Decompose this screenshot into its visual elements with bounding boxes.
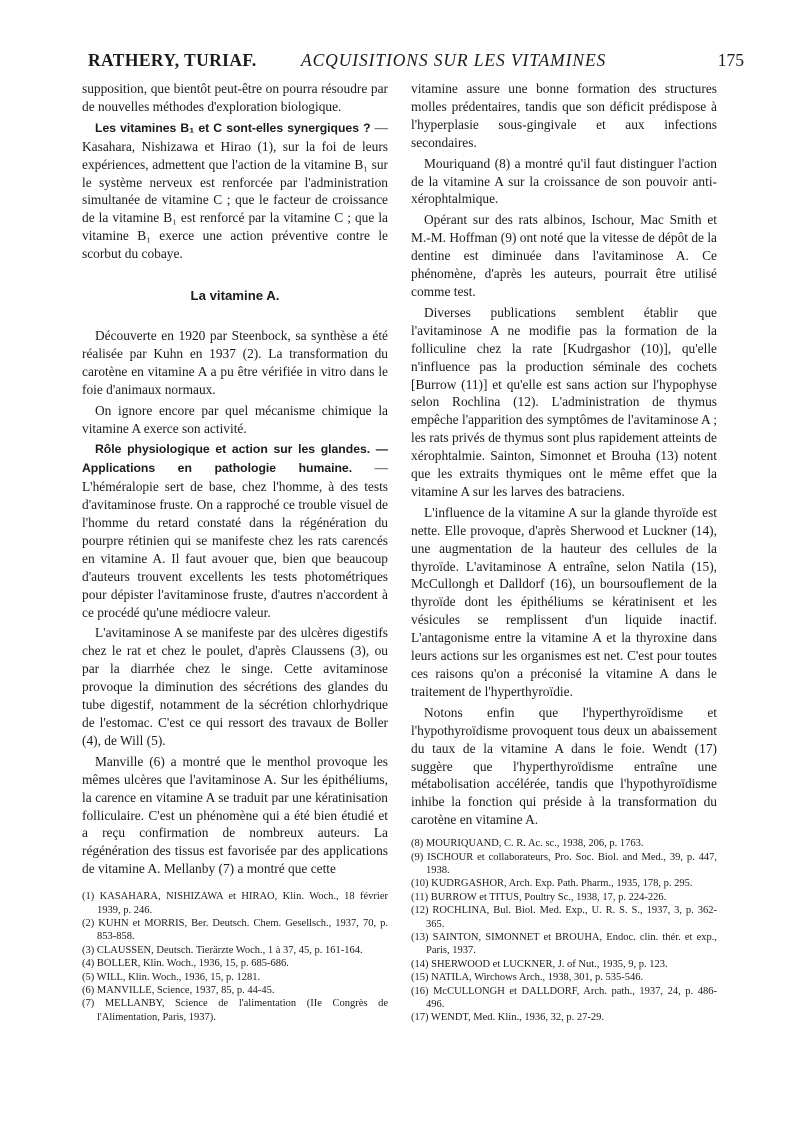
- header-journal-title: ACQUISITIONS SUR LES VITAMINES: [301, 50, 607, 70]
- paragraph: Manville (6) a montré que le menthol provoque les mêmes ulcères que l'avitaminose A. Sur les épithéliums, la carence en vitamine A se traduit par une kératinisation folliculaire. C'est un phénomène qui a été bien étudié et a reçu confirmation de nombreux auteurs. La régénération des tissus est favorisée par des applications de vitamine A. Mellanby (7) a montré que cette: [82, 753, 388, 877]
- paragraph: Opérant sur des rats albinos, Ischour, Mac Smith et M.-M. Hoffman (9) ont noté que la vitesse de dépôt de la dentine est diminuée dans l'avitaminose A. Ce phénomène, d'après les auteurs, pourrait être utilisé comme test.: [411, 212, 717, 299]
- footnote: (16) McCULLONGH et DALLDORF, Arch. path., 1937, 24, p. 486-496.: [411, 985, 717, 1011]
- paragraph: Diverses publications semblent établir que l'avitaminose A ne modifie pas la formation de la folliculine chez la rate [Kudrgashor (10)], qu'elle n'influence pas la production séminale des cochets [Burrow (11)] et qu'elle est sans action sur l'hypophyse selon Rochlina (12). L'administration de thymus empêche l'apparition des symptômes de l'avitaminose A ; les rats privés de thymus sont plus rapidement atteints de xérophtalmie. Sainton, Simonnet et Brouha (13) notent que les extraits thymiques ont le même effet que la vitamine A sur les larves des batraciens.: [411, 304, 717, 499]
- page-number: 175: [717, 50, 744, 70]
- footnote: (14) SHERWOOD et LUCKNER, J. of Nut., 1935, 9, p. 123.: [411, 958, 668, 970]
- section-heading: La vitamine A.: [190, 288, 280, 304]
- footnote: (8) MOURIQUAND, C. R. Ac. sc., 1938, 206, p. 1763.: [411, 838, 644, 850]
- paragraph-role: [82, 440, 388, 621]
- footnote: (3) CLAUSSEN, Deutsch. Tierärzte Woch., 1 à 37, 45, p. 161-164.: [82, 944, 363, 956]
- paragraph: vitamine assure une bonne formation des structures molles prédentaires, tandis que son déficit prédispose à l'hyperplasie sous-gingivale et aux infections secondaires.: [411, 81, 717, 150]
- footnote: (2) KUHN et MORRIS, Ber. Deutsch. Chem. Gesellsch., 1937, 70, p. 853-858.: [82, 917, 388, 943]
- paragraph: Découverte en 1920 par Steenbock, sa synthèse a été réalisée par Kuhn en 1937 (2). La transformation du carotène en vitamine A a pu être vérifiée in vitro dans le foie d'animaux normaux.: [82, 327, 388, 397]
- footnote: (1) KASAHARA, NISHIZAWA et HIRAO, Klin. Woch., 18 février 1939, p. 246.: [82, 891, 388, 916]
- paragraph-lead: Rôle physiologique et action sur les glandes. — Applications en pathologie humaine.: [82, 442, 388, 476]
- paragraph-body: — L'héméralopie sert de base, chez l'homme, à des tests d'avitaminose fruste. On a rapproché ce trouble visuel de l'homme du retard constaté dans la régénération du pourpre rétinien qui se manifeste chez les rats carencés en vitamine A. Il faut avouer que, bien que beaucoup d'auteurs trouvent excellents les tests photométriques pour dépister l'avitaminose fruste, d'autres n'accordent à ce procédé qu'une médiocre valeur.: [82, 460, 388, 620]
- footnote: (12) ROCHLINA, Bul. Biol. Med. Exp., U. R. S. S., 1937, 3, p. 362-365.: [411, 905, 717, 930]
- left-column: [82, 80, 388, 1024]
- footnotes-right: [411, 837, 717, 1025]
- footnote: (9) ISCHOUR et collaborateurs, Pro. Soc. Biol. and Med., 39, p. 447, 1938.: [411, 851, 717, 876]
- paragraph-synergy: [82, 119, 388, 263]
- footnote: (5) WILL, Klin. Woch., 1936, 15, p. 1281.: [82, 971, 261, 983]
- footnote: (13) SAINTON, SIMONNET et BROUHA, Endoc. clin. thér. et exp., Paris, 1937.: [411, 932, 717, 957]
- paragraph-body: — Kasahara, Nishizawa et Hirao (1), sur la foi de leurs expériences, admettent que l'action de la vitamine B₁ sur le système nerveux est renforcée par l'administration simultanée de vitamine C ; que le facteur de croissance de la vitamine B₁ est renforcé par la vitamine C ; que la vitamine B₁ exerce une action préventive contre le scorbut du cobaye.: [82, 119, 388, 262]
- running-header: [66, 46, 746, 76]
- footnote: (7) MELLANBY, Science de l'alimentation (IIe Congrès de l'Alimentation, Paris, 1937).: [82, 998, 388, 1023]
- paragraph: Notons enfin que l'hyperthyroïdisme et l'hypothyroïdisme provoquent tous deux un abaissement du taux de la vitamine A dans le foie. Wendt (17) suggère que l'hyperthyroïdisme entraîne une métabolisation accélérée, tandis que l'hypothyroïdisme inhibe la fonction qui préside à la transformation du carotène en vitamine A.: [411, 704, 717, 828]
- footnote: (17) WENDT, Med. Klin., 1936, 32, p. 27-29.: [411, 1012, 604, 1024]
- paragraph: L'influence de la vitamine A sur la glande thyroïde est nette. Elle provoque, d'après Sherwood et Luckner (14), une augmentation de la hauteur des cellules de la thyroïde. L'avitaminose A entraîne, selon Natila (15), McCullongh et Dalldorf (16), un boursouflement de la thyroïde dont les épithéliums se kératinisent et les vésicules se remplissent d'un liquide inactif. L'antagonisme entre la vitamine A et la thyroxine dans leurs actions sur les organismes est net. C'est pour toutes ces raisons qu'on a préconisé la vitamine A dans le traitement de l'hyperthyroïdie.: [411, 504, 717, 699]
- footnote: (4) BOLLER, Klin. Woch., 1936, 15, p. 685-686.: [82, 958, 289, 970]
- paragraph-lead: Les vitamines B₁ et C sont-elles synergiques ?: [95, 120, 371, 135]
- footnote: (10) KUDRGASHOR, Arch. Exp. Path. Pharm., 1935, 178, p. 295.: [411, 878, 693, 890]
- paragraph: supposition, que bientôt peut-être on pourra résoudre par de nouvelles méthodes d'exploration biologique.: [82, 81, 388, 114]
- footnote: (15) NATILA, Wirchows Arch., 1938, 301, p. 535-546.: [411, 972, 644, 984]
- right-column: [411, 80, 717, 1025]
- paragraph: On ignore encore par quel mécanisme chimique la vitamine A exerce son activité.: [82, 402, 388, 436]
- paragraph: Mouriquand (8) a montré qu'il faut distinguer l'action de la vitamine A sur la croissance de son pouvoir anti-xérophtalmique.: [411, 155, 717, 207]
- footnote: (6) MANVILLE, Science, 1937, 85, p. 44-45.: [82, 985, 275, 996]
- footnote: (11) BURROW et TITUS, Poultry Sc., 1938, 17, p. 224-226.: [411, 891, 667, 903]
- header-authors: RATHERY, TURIAF.: [88, 50, 257, 70]
- footnotes-left: [82, 890, 388, 1024]
- paragraph: L'avitaminose A se manifeste par des ulcères digestifs chez le rat et chez le poulet, d'après Claussens (3), ou par la diarrhée chez le singe. Cette avitaminose provoque la diminution des sécrétions des glandes du tube digestif, notamment de la sécrétion chlorhydrique de l'estomac. C'est ce qui ressort des travaux de Boller (4), de Will (5).: [82, 625, 388, 748]
